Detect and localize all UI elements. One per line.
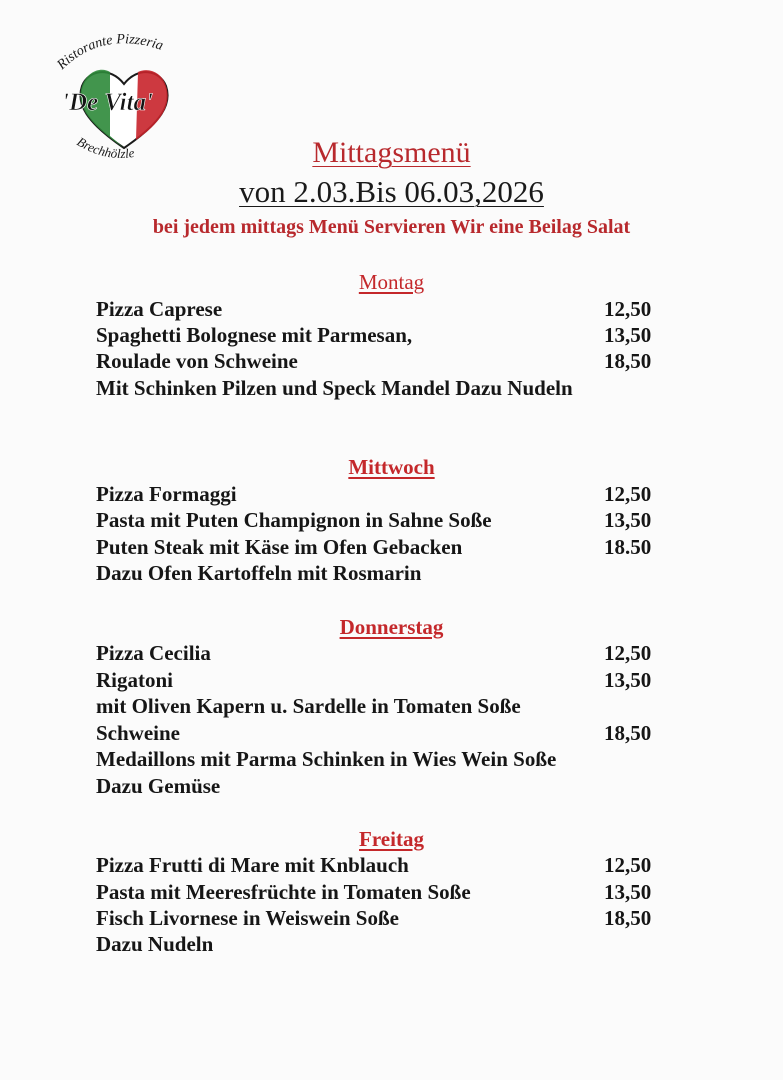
salad-note: bei jedem mittags Menü Servieren Wir eine Beilag Salat — [152, 216, 631, 238]
dish-name: Spaghetti Bolognese mit Parmesan, — [96, 323, 413, 347]
dish-name: Roulade von Schweine — [96, 349, 298, 373]
dish-name: Dazu Ofen Kartoffeln mit Rosmarin — [96, 561, 422, 585]
dish-price: 18,50 — [604, 721, 652, 745]
menu-row — [96, 774, 656, 800]
dish-price: 13,50 — [604, 880, 652, 904]
dish-price: 18,50 — [604, 906, 652, 930]
dish-name: Pizza Caprese — [96, 297, 223, 321]
dish-price: 13,50 — [604, 323, 652, 347]
dish-name: Rigatoni — [96, 668, 174, 692]
menu-row — [96, 880, 656, 906]
dish-price: 18.50 — [604, 535, 652, 559]
day-heading-donnerstag: Donnerstag — [339, 615, 444, 639]
day-heading-mittwoch: Mittwoch — [348, 455, 435, 479]
dish-price: 18,50 — [604, 349, 652, 373]
dish-name: Pasta mit Meeresfrüchte in Tomaten Soße — [96, 880, 471, 904]
dish-name: Fisch Livornese in Weiswein Soße — [96, 906, 399, 930]
dish-name: Dazu Gemüse — [96, 774, 221, 798]
menu-row — [96, 668, 656, 694]
dish-name: Pizza Cecilia — [96, 641, 211, 665]
dish-name: mit Oliven Kapern u. Sardelle in Tomaten Soße — [96, 694, 521, 718]
dish-price: 12,50 — [604, 482, 652, 506]
menu-row — [96, 376, 656, 402]
dish-name: Pizza Formaggi — [96, 482, 237, 506]
dish-price: 12,50 — [604, 853, 652, 877]
dish-name: Dazu Nudeln — [96, 932, 214, 956]
dish-name: Schweine — [96, 721, 180, 745]
menu-row — [96, 721, 656, 747]
svg-text:Ristorante Pizzeria — [54, 32, 165, 73]
menu-row — [96, 747, 656, 773]
dish-price: 13,50 — [604, 668, 652, 692]
menu-date-range: von 2.03.Bis 06.03,2026 — [239, 174, 544, 209]
logo-bottom-text: Brechhölzle — [74, 133, 136, 162]
menu-row — [96, 694, 656, 720]
menu-row — [96, 508, 656, 534]
dish-name: Medaillons mit Parma Schinken in Wies Wein Soße — [96, 747, 557, 771]
menu-row — [96, 561, 656, 587]
dish-price: 13,50 — [604, 508, 652, 532]
dish-name: Mit Schinken Pilzen und Speck Mandel Dazu Nudeln — [96, 376, 573, 400]
dish-price: 12,50 — [604, 297, 652, 321]
menu-title: Mittagsmenü — [312, 136, 471, 169]
menu-row — [96, 535, 656, 561]
menu-row — [96, 323, 656, 349]
dish-name: Pasta mit Puten Champignon in Sahne Soße — [96, 508, 492, 532]
dish-price: 12,50 — [604, 641, 652, 665]
menu-row — [96, 482, 656, 508]
dish-name: Puten Steak mit Käse im Ofen Gebacken — [96, 535, 463, 559]
logo-name: 'De Vita' — [62, 89, 153, 116]
menu-row — [96, 932, 656, 958]
menu-row — [96, 641, 656, 667]
menu-row — [96, 297, 656, 323]
menu-row — [96, 853, 656, 879]
logo-top-text: Ristorante Pizzeria — [54, 32, 165, 73]
dish-name: Pizza Frutti di Mare mit Knblauch — [96, 853, 409, 877]
menu-row — [96, 349, 656, 375]
menu-row — [96, 906, 656, 932]
day-heading-montag: Montag — [358, 270, 425, 294]
day-heading-freitag: Freitag — [359, 827, 424, 851]
